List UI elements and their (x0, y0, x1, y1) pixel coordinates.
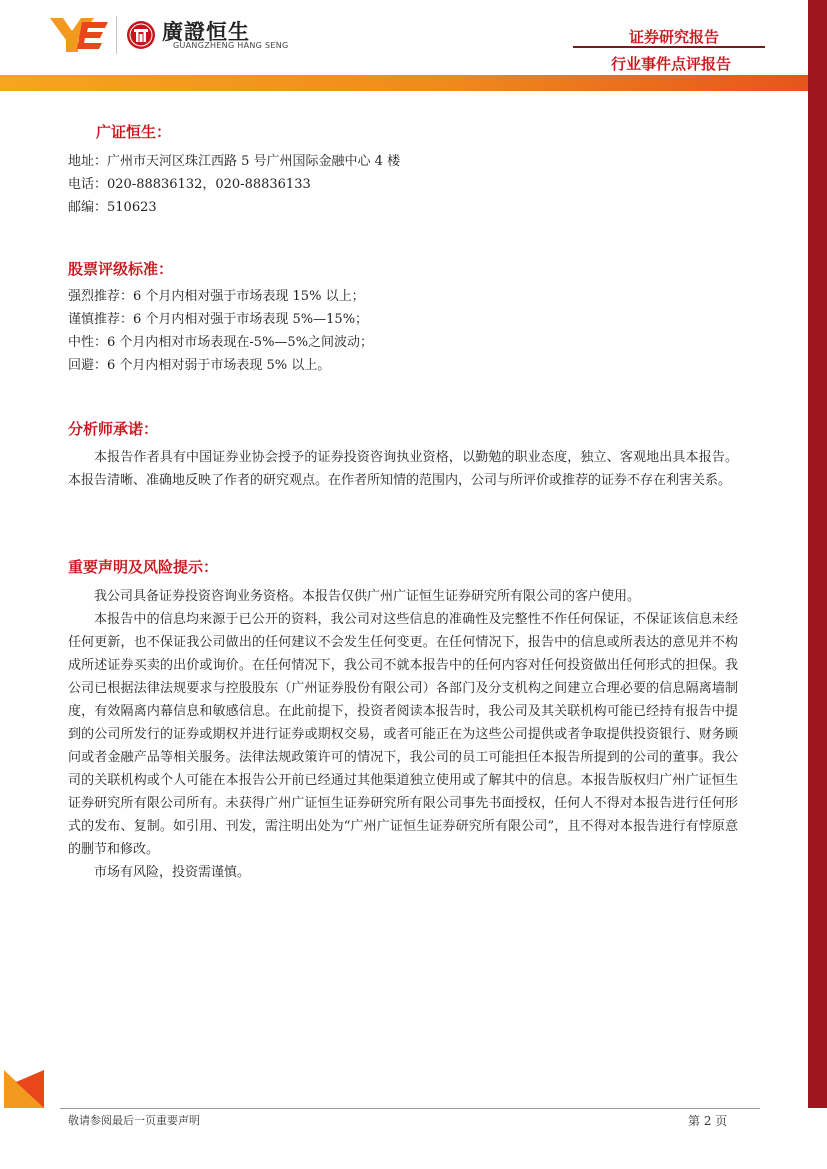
side-bar (808, 0, 827, 1108)
disclaimer-paragraph-3: 市场有风险，投资需谨慎。 (94, 865, 251, 880)
rating-title: 股票评级标准： (68, 260, 174, 278)
analyst-statement (68, 446, 738, 492)
header-rule (573, 46, 765, 48)
contact-title: 广证恒生： (96, 123, 172, 141)
disclaimer-paragraph-1: 我公司具备证券投资咨询业务资格。本报告仅供广州广证恒生证券研究所有限公司的客户使用。 (94, 589, 641, 604)
brand-name-en: GUANGZHENG HANG SENG (173, 41, 289, 50)
disclaimer-body (68, 585, 738, 884)
report-type-label: 证券研究报告 (628, 28, 719, 46)
rating-list (68, 285, 373, 377)
contact-phone: 电话：020-88836132，020-88836133 (68, 177, 311, 192)
rating-item-buy: 谨慎推荐：6 个月内相对强于市场表现 5%—15%； (68, 312, 369, 327)
logo-divider (116, 16, 117, 54)
rating-item-avoid: 回避：6 个月内相对弱于市场表现 5% 以上。 (68, 358, 331, 373)
rating-item-neutral: 中性：6 个月内相对市场表现在-5%—5%之间波动； (68, 335, 374, 350)
analyst-paragraph: 本报告作者具有中国证券业协会授予的证券投资咨询执业资格，以勤勉的职业态度，独立、客观地出具本报告。本报告清晰、准确地反映了作者的研究观点。在作者所知情的范围内，公司与所评价或推荐的证券不存在利害关系。 (68, 450, 738, 488)
ye-logo-icon (50, 18, 108, 52)
contact-block (68, 150, 400, 219)
contact-address: 地址：广州市天河区珠江西路 5 号广州国际金融中心 4 楼 (68, 154, 401, 169)
analyst-title: 分析师承诺： (68, 420, 159, 438)
contact-postcode: 邮编：510623 (68, 200, 157, 215)
footer-note: 敬请参阅最后一页重要声明 (68, 1114, 200, 1127)
disclaimer-title: 重要声明及风险提示： (68, 558, 219, 576)
report-subtype-label: 行业事件点评报告 (610, 55, 731, 73)
footer-rule (60, 1108, 760, 1109)
brand-name-cn: 廣證恒生 (162, 20, 250, 44)
rating-item-strong-buy: 强烈推荐：6 个月内相对强于市场表现 15% 以上； (68, 289, 365, 304)
footer-corner-icon (4, 1070, 44, 1108)
disclaimer-paragraph-2: 本报告中的信息均来源于已公开的资料，我公司对这些信息的准确性及完整性不作任何保证，不保证该信息未经任何更新，也不保证我公司做出的任何建议不会发生任何变更。在任何情况下，报告中的信息或所表达的意见并不构成所述证券买卖的出价或询价。在任何情况下，我公司不就本报告中的任何内容对任何投资做出任何形式的担保。我公司已根据法律法规要求与控股股东（广州证券股份有限公司）各部门及分支机构之间建立合理必要的信息隔离墙制度，有效隔离内幕信息和敏感信息。在此前提下，投资者阅读本报告时，我公司及其关联机构可能已经持有报告中提到的公司所发行的证券或期权并进行证券或期权交易，或者可能正在为这些公司提供或者争取提供投资银行、财务顾问或者金融产品等相关服务。法律法规政策许可的情况下，我公司的员工可能担任本报告所提到的公司的董事。我公司的关联机构或个人可能在本报告公开前已经通过其他渠道独立使用或了解其中的信息。本报告版权归广州广证恒生证券研究所有限公司所有。未获得广州广证恒生证券研究所有限公司事先书面授权，任何人不得对本报告进行任何形式的发布、复制。如引用、刊发，需注明出处为“广州广证恒生证券研究所有限公司”，且不得对本报告进行有悖原意的删节和修改。 (68, 612, 738, 857)
header-band (0, 75, 808, 91)
seal-logo-icon (126, 20, 156, 50)
page-number: 第 2 页 (688, 1114, 728, 1128)
